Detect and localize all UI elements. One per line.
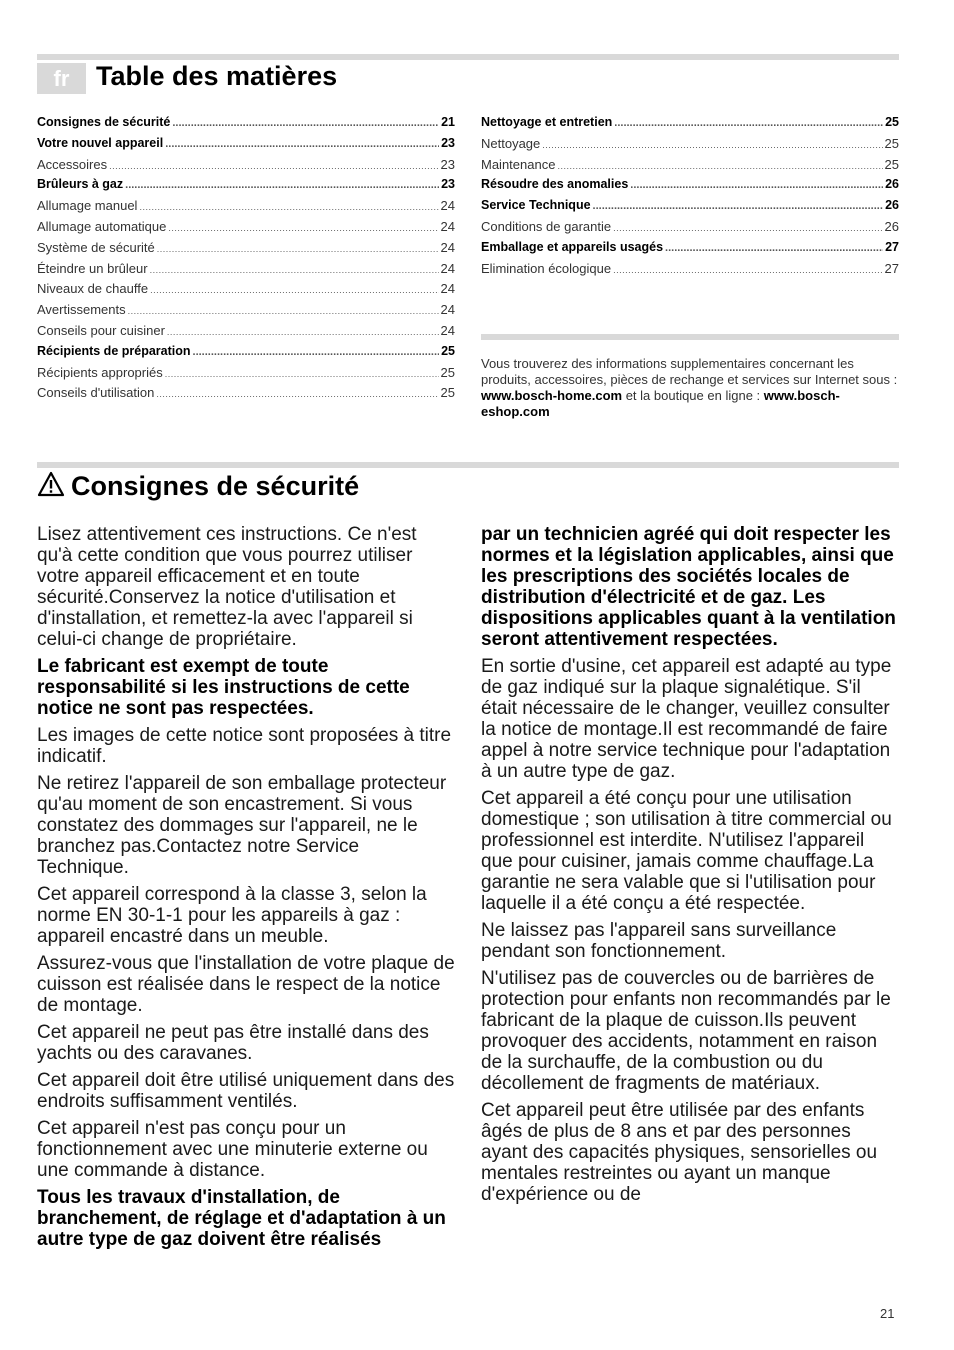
toc-entry-label: Niveaux de chauffe [37, 281, 149, 297]
toc-dot-leader [139, 198, 438, 213]
toc-dot-leader [165, 365, 439, 380]
safety-paragraph: Cet appareil a été conçu pour une utilisation domestique ; son utilisation à titre commercial ou professionnel est interdite. N'utilisez l'appareil que pour cuisiner, jamais comme chauffage.La garantie ne sera valable que si l'utilisation pour laquelle il a été conçu a été respectée. [481, 788, 892, 914]
safety-paragraph: Cet appareil doit être utilisé uniquement dans des endroits suffisamment ventilés. [37, 1070, 455, 1112]
safety-warning-paragraph: par un technicien agréé qui doit respecter les normes et la législation applicables, ainsi que les prescriptions des sociétés locales de distribution d'électricité et de gaz. Les dispositions applicables quant à la ventilation seront attentivement respectées. [481, 524, 896, 650]
language-code: fr [53, 65, 70, 91]
toc-dot-leader [128, 302, 439, 317]
toc-dot-leader [614, 115, 883, 129]
toc-entry-page: 27 [885, 239, 899, 254]
toc-entry-page: 27 [884, 260, 899, 276]
toc-entry-label: Résoudre des anomalies [481, 177, 629, 192]
safety-paragraph: Lisez attentivement ces instructions. Ce n'est qu'à cette condition que vous pourrez utiliser votre appareil efficacement et en toute sécurité.Conservez la notice d'utilisation et d'installation, et remettez-la avec l'appareil si celui-ci change de propriétaire. [37, 524, 417, 650]
toc-entry-label: Brûleurs à gaz [37, 177, 124, 192]
toc-entry[interactable] [37, 177, 455, 198]
toc-dot-leader [542, 136, 882, 151]
toc-entry-page: 24 [440, 322, 455, 338]
toc-entry-page: 25 [884, 156, 899, 172]
toc-entry-page: 25 [440, 385, 455, 401]
toc-entry-page: 23 [441, 135, 455, 150]
toc-dot-leader [157, 240, 439, 255]
toc-entry[interactable] [481, 177, 899, 198]
toc-entry-label: Récipients de préparation [37, 343, 191, 358]
toc-left-column [37, 115, 455, 406]
toc-entry-label: Allumage manuel [37, 198, 138, 214]
page-number: 21 [880, 1306, 895, 1321]
toc-entry-page: 24 [440, 260, 455, 276]
toc-entry-page: 23 [441, 177, 455, 192]
toc-entry[interactable] [481, 157, 899, 178]
online-info-text: Vous trouverez des informations supplementaires concernant les produits, accessoires, pièces de rechange et services sur Internet sous : [481, 356, 898, 387]
bosch-home-link[interactable]: www.bosch-home.com [481, 388, 623, 403]
toc-dot-leader [168, 219, 438, 234]
toc-entry-page: 25 [441, 343, 455, 358]
toc-title: Table des matières [96, 61, 338, 91]
safety-right-column [481, 524, 899, 1211]
toc-entry[interactable] [37, 323, 455, 344]
toc-dot-leader [156, 385, 438, 400]
safety-paragraph: Cet appareil peut être utilisée par des enfants âgés de plus de 8 ans et par des personnes ayant des capacités physiques, sensorielles ou mentales restreintes ou ayant un manque d'expérience ou de [481, 1100, 878, 1205]
toc-dot-leader [165, 136, 439, 150]
safety-left-column [37, 524, 455, 1256]
toc-entry[interactable] [37, 302, 455, 323]
toc-entry-label: Conseils pour cuisiner [37, 322, 165, 338]
safety-paragraph: En sortie d'usine, cet appareil est adapté au type de gaz indiqué sur la plaque signalétique. S'il était nécessaire de le changer, veuillez consulter la notice de montage.Il est recommandé de faire appel à notre service technique pour l'adaptation à un autre type de gaz. [481, 656, 892, 782]
toc-entry-label: Emballage et appareils usagés [481, 239, 664, 254]
toc-entry-label: Elimination écologique [481, 260, 612, 276]
toc-entry-page: 24 [440, 198, 455, 214]
toc-entry-page: 26 [884, 218, 899, 234]
toc-entry[interactable] [37, 115, 455, 136]
toc-entry-page: 24 [440, 281, 455, 297]
online-info-text-2: et la boutique en ligne : [622, 388, 764, 403]
safety-paragraph: Les images de cette notice sont proposées à titre indicatif. [37, 725, 452, 767]
toc-entry-label: Éteindre un brûleur [37, 260, 148, 276]
toc-dot-leader [613, 219, 882, 234]
toc-entry[interactable] [481, 240, 899, 261]
toc-dot-leader [150, 261, 439, 276]
toc-entry[interactable] [37, 157, 455, 178]
toc-entry-label: Accessoires [37, 156, 108, 172]
safety-warning-paragraph: Tous les travaux d'installation, de branchement, de réglage et d'adaptation à un autre type de gaz doivent être réalisés [37, 1187, 446, 1250]
safety-paragraph: Cet appareil n'est pas conçu pour un fonctionnement avec une minuterie externe ou une commande à distance. [37, 1118, 428, 1181]
toc-dot-leader [613, 261, 882, 276]
toc-entry-label: Nettoyage et entretien [481, 115, 613, 129]
safety-paragraph: N'utilisez pas de couvercles ou de barrières de protection pour enfants non recommandés par le fabricant de la plaque de cuisson.Ils peuvent provoquer des accidents, notamment en raison de la surchauffe, de la combustion ou du décollement de fragments de matériaux. [481, 968, 891, 1094]
warning-triangle-icon [37, 471, 65, 497]
toc-entry-page: 24 [440, 239, 455, 255]
toc-right-column [481, 115, 899, 281]
toc-entry[interactable] [37, 198, 455, 219]
toc-entry-page: 23 [440, 156, 455, 172]
toc-dot-leader [630, 177, 883, 191]
toc-dot-leader [167, 323, 439, 338]
info-divider [481, 334, 899, 340]
toc-entry-page: 21 [441, 115, 455, 129]
toc-entry-label: Votre nouvel appareil [37, 135, 164, 150]
safety-title-text: Consignes de sécurité [71, 471, 360, 501]
toc-dot-leader [109, 157, 438, 172]
toc-entry-label: Récipients appropriés [37, 364, 163, 380]
toc-entry-label: Conditions de garantie [481, 218, 612, 234]
top-divider [37, 54, 899, 60]
toc-entry-page: 26 [885, 198, 899, 213]
safety-paragraph: Assurez-vous que l'installation de votre plaque de cuisson est réalisée dans le respect de la notice de montage. [37, 953, 455, 1016]
toc-entry[interactable] [481, 136, 899, 157]
bosch-eshop-link[interactable]: www.bosch-eshop.com [481, 388, 840, 419]
toc-dot-leader [593, 198, 884, 212]
toc-entry-page: 25 [884, 135, 899, 151]
toc-entry[interactable] [37, 136, 455, 157]
safety-paragraph: Ne laissez pas l'appareil sans surveillance pendant son fonctionnement. [481, 920, 837, 962]
toc-entry[interactable] [481, 115, 899, 136]
language-badge [37, 63, 86, 94]
toc-entry-page: 25 [885, 115, 899, 129]
toc-entry[interactable] [37, 261, 455, 282]
safety-divider [37, 462, 899, 468]
online-info [481, 356, 899, 420]
toc-entry-label: Maintenance [481, 156, 556, 172]
toc-entry[interactable] [481, 261, 899, 282]
toc-dot-leader [172, 115, 439, 129]
toc-entry-page: 25 [440, 364, 455, 380]
toc-entry-label: Consignes de sécurité [37, 115, 171, 129]
toc-entry-page: 26 [885, 177, 899, 192]
toc-dot-leader [125, 177, 439, 191]
toc-entry-page: 24 [440, 218, 455, 234]
toc-entry-label: Service Technique [481, 198, 591, 213]
toc-entry[interactable] [37, 281, 455, 302]
safety-paragraph: Cet appareil ne peut pas être installé dans des yachts ou des caravanes. [37, 1022, 429, 1064]
toc-entry[interactable] [481, 219, 899, 240]
toc-entry-label: Conseils d'utilisation [37, 385, 155, 401]
toc-entry[interactable] [37, 219, 455, 240]
toc-entry[interactable] [37, 240, 455, 261]
toc-entry[interactable] [37, 365, 455, 386]
toc-entry[interactable] [481, 198, 899, 219]
toc-dot-leader [193, 344, 440, 358]
toc-dot-leader [665, 240, 883, 254]
safety-paragraph: Cet appareil correspond à la classe 3, selon la norme EN 30-1-1 pour les appareils à gaz : appareil encastré dans un meuble. [37, 884, 427, 947]
toc-dot-leader [557, 157, 882, 172]
toc-entry-label: Système de sécurité [37, 239, 155, 255]
toc-dot-leader [150, 281, 438, 296]
toc-entry-label: Avertissements [37, 302, 126, 318]
safety-title [37, 471, 359, 502]
toc-entry-page: 24 [440, 302, 455, 318]
safety-warning-paragraph: Le fabricant est exempt de toute responsabilité si les instructions de cette notice ne sont pas respectées. [37, 656, 410, 719]
safety-paragraph: Ne retirez l'appareil de son emballage protecteur qu'au moment de son encastrement. Si vous constatez des dommages sur l'appareil, ne le branchez pas.Contactez notre Service Technique. [37, 773, 447, 878]
toc-entry-label: Nettoyage [481, 135, 541, 151]
toc-entry-label: Allumage automatique [37, 218, 167, 234]
toc-entry[interactable] [37, 344, 455, 365]
toc-entry[interactable] [37, 385, 455, 406]
